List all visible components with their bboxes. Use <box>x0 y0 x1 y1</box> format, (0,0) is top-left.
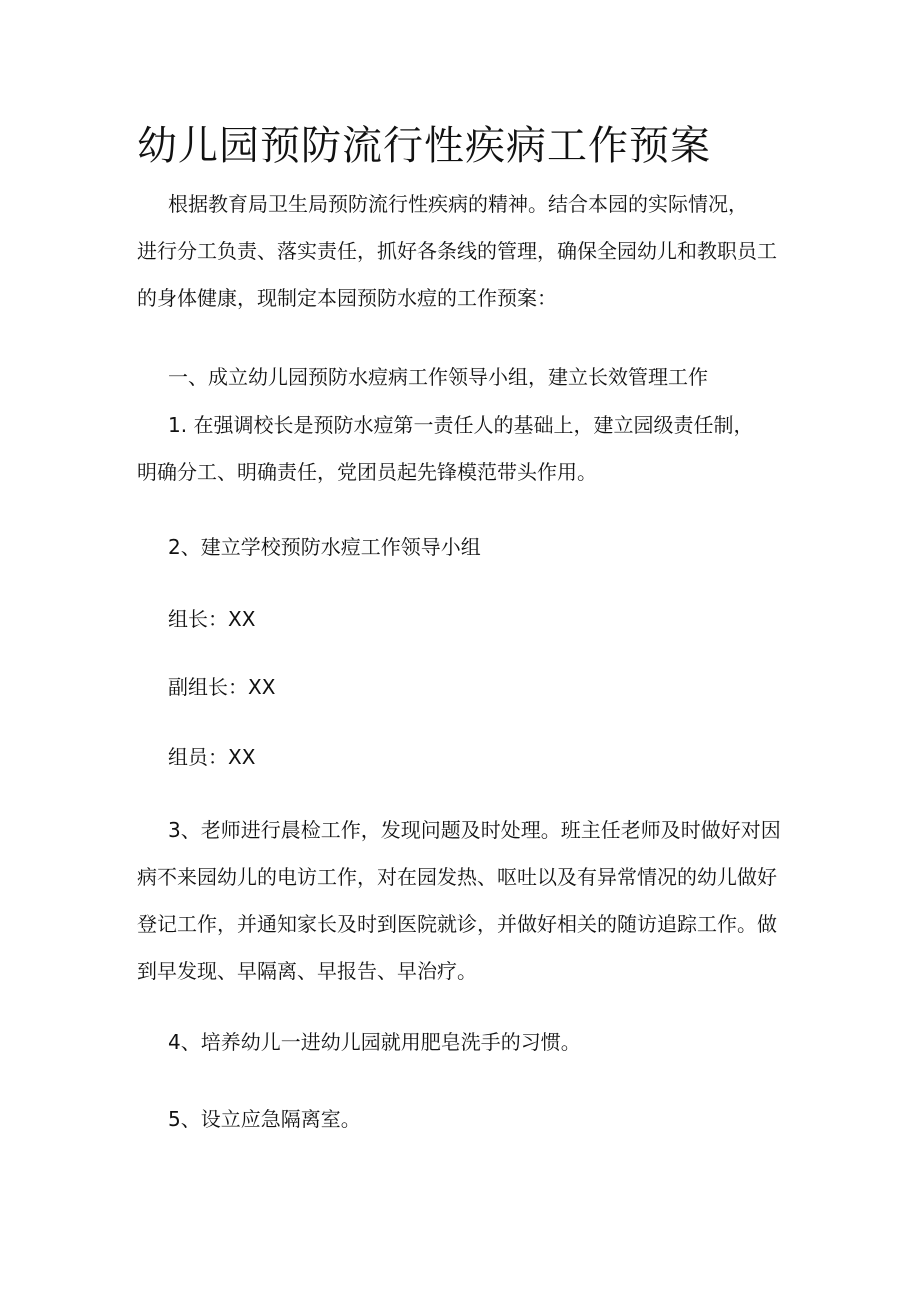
item-4-paragraph <box>137 1019 787 1066</box>
item-3-paragraph <box>137 807 787 995</box>
item-4-text: 4、培养幼儿一进幼儿园就用肥皂洗手的习惯。 <box>168 1030 581 1054</box>
intro-paragraph <box>137 181 787 322</box>
intro-line-1: 根据教育局卫生局预防流行性疾病的精神。结合本园的实际情况， <box>168 192 748 216</box>
group-members <box>137 734 787 781</box>
item-1-line-2: 明确分工、明确责任，党团员起先锋模范带头作用。 <box>137 460 597 484</box>
item-1-line-1: 1. 在强调校长是预防水痘第一责任人的基础上，建立园级责任制， <box>168 413 754 437</box>
group-deputy-text: 副组长：XX <box>168 675 276 699</box>
item-1-paragraph <box>137 402 787 496</box>
item-5-text: 5、设立应急隔离室。 <box>168 1107 361 1131</box>
group-leader <box>137 596 787 643</box>
item-3-line-2: 病不来园幼儿的电访工作，对在园发热、呕吐以及有异常情况的幼儿做好 <box>137 865 777 889</box>
section-heading-1-text: 一、成立幼儿园预防水痘病工作领导小组，建立长效管理工作 <box>168 365 708 389</box>
item-5-paragraph <box>137 1096 787 1143</box>
group-deputy <box>137 664 787 711</box>
item-3-line-1: 3、老师进行晨检工作，发现问题及时处理。班主任老师及时做好对因 <box>168 818 781 842</box>
intro-line-3: 的身体健康，现制定本园预防水痘的工作预案： <box>137 286 557 310</box>
item-3-line-4: 到早发现、早隔离、早报告、早治疗。 <box>137 959 477 983</box>
section-heading-1 <box>137 354 787 401</box>
document-title: 幼儿园预防流行性疾病工作预案 <box>137 123 711 169</box>
item-2-text: 2、建立学校预防水痘工作领导小组 <box>168 535 481 559</box>
item-3-line-3: 登记工作，并通知家长及时到医院就诊，并做好相关的随访追踪工作。做 <box>137 912 777 936</box>
item-2-paragraph <box>137 524 787 571</box>
group-leader-text: 组长：XX <box>168 607 256 631</box>
intro-line-2: 进行分工负责、落实责任，抓好各条线的管理，确保全园幼儿和教职员工 <box>137 239 777 263</box>
group-members-text: 组员：XX <box>168 745 256 769</box>
